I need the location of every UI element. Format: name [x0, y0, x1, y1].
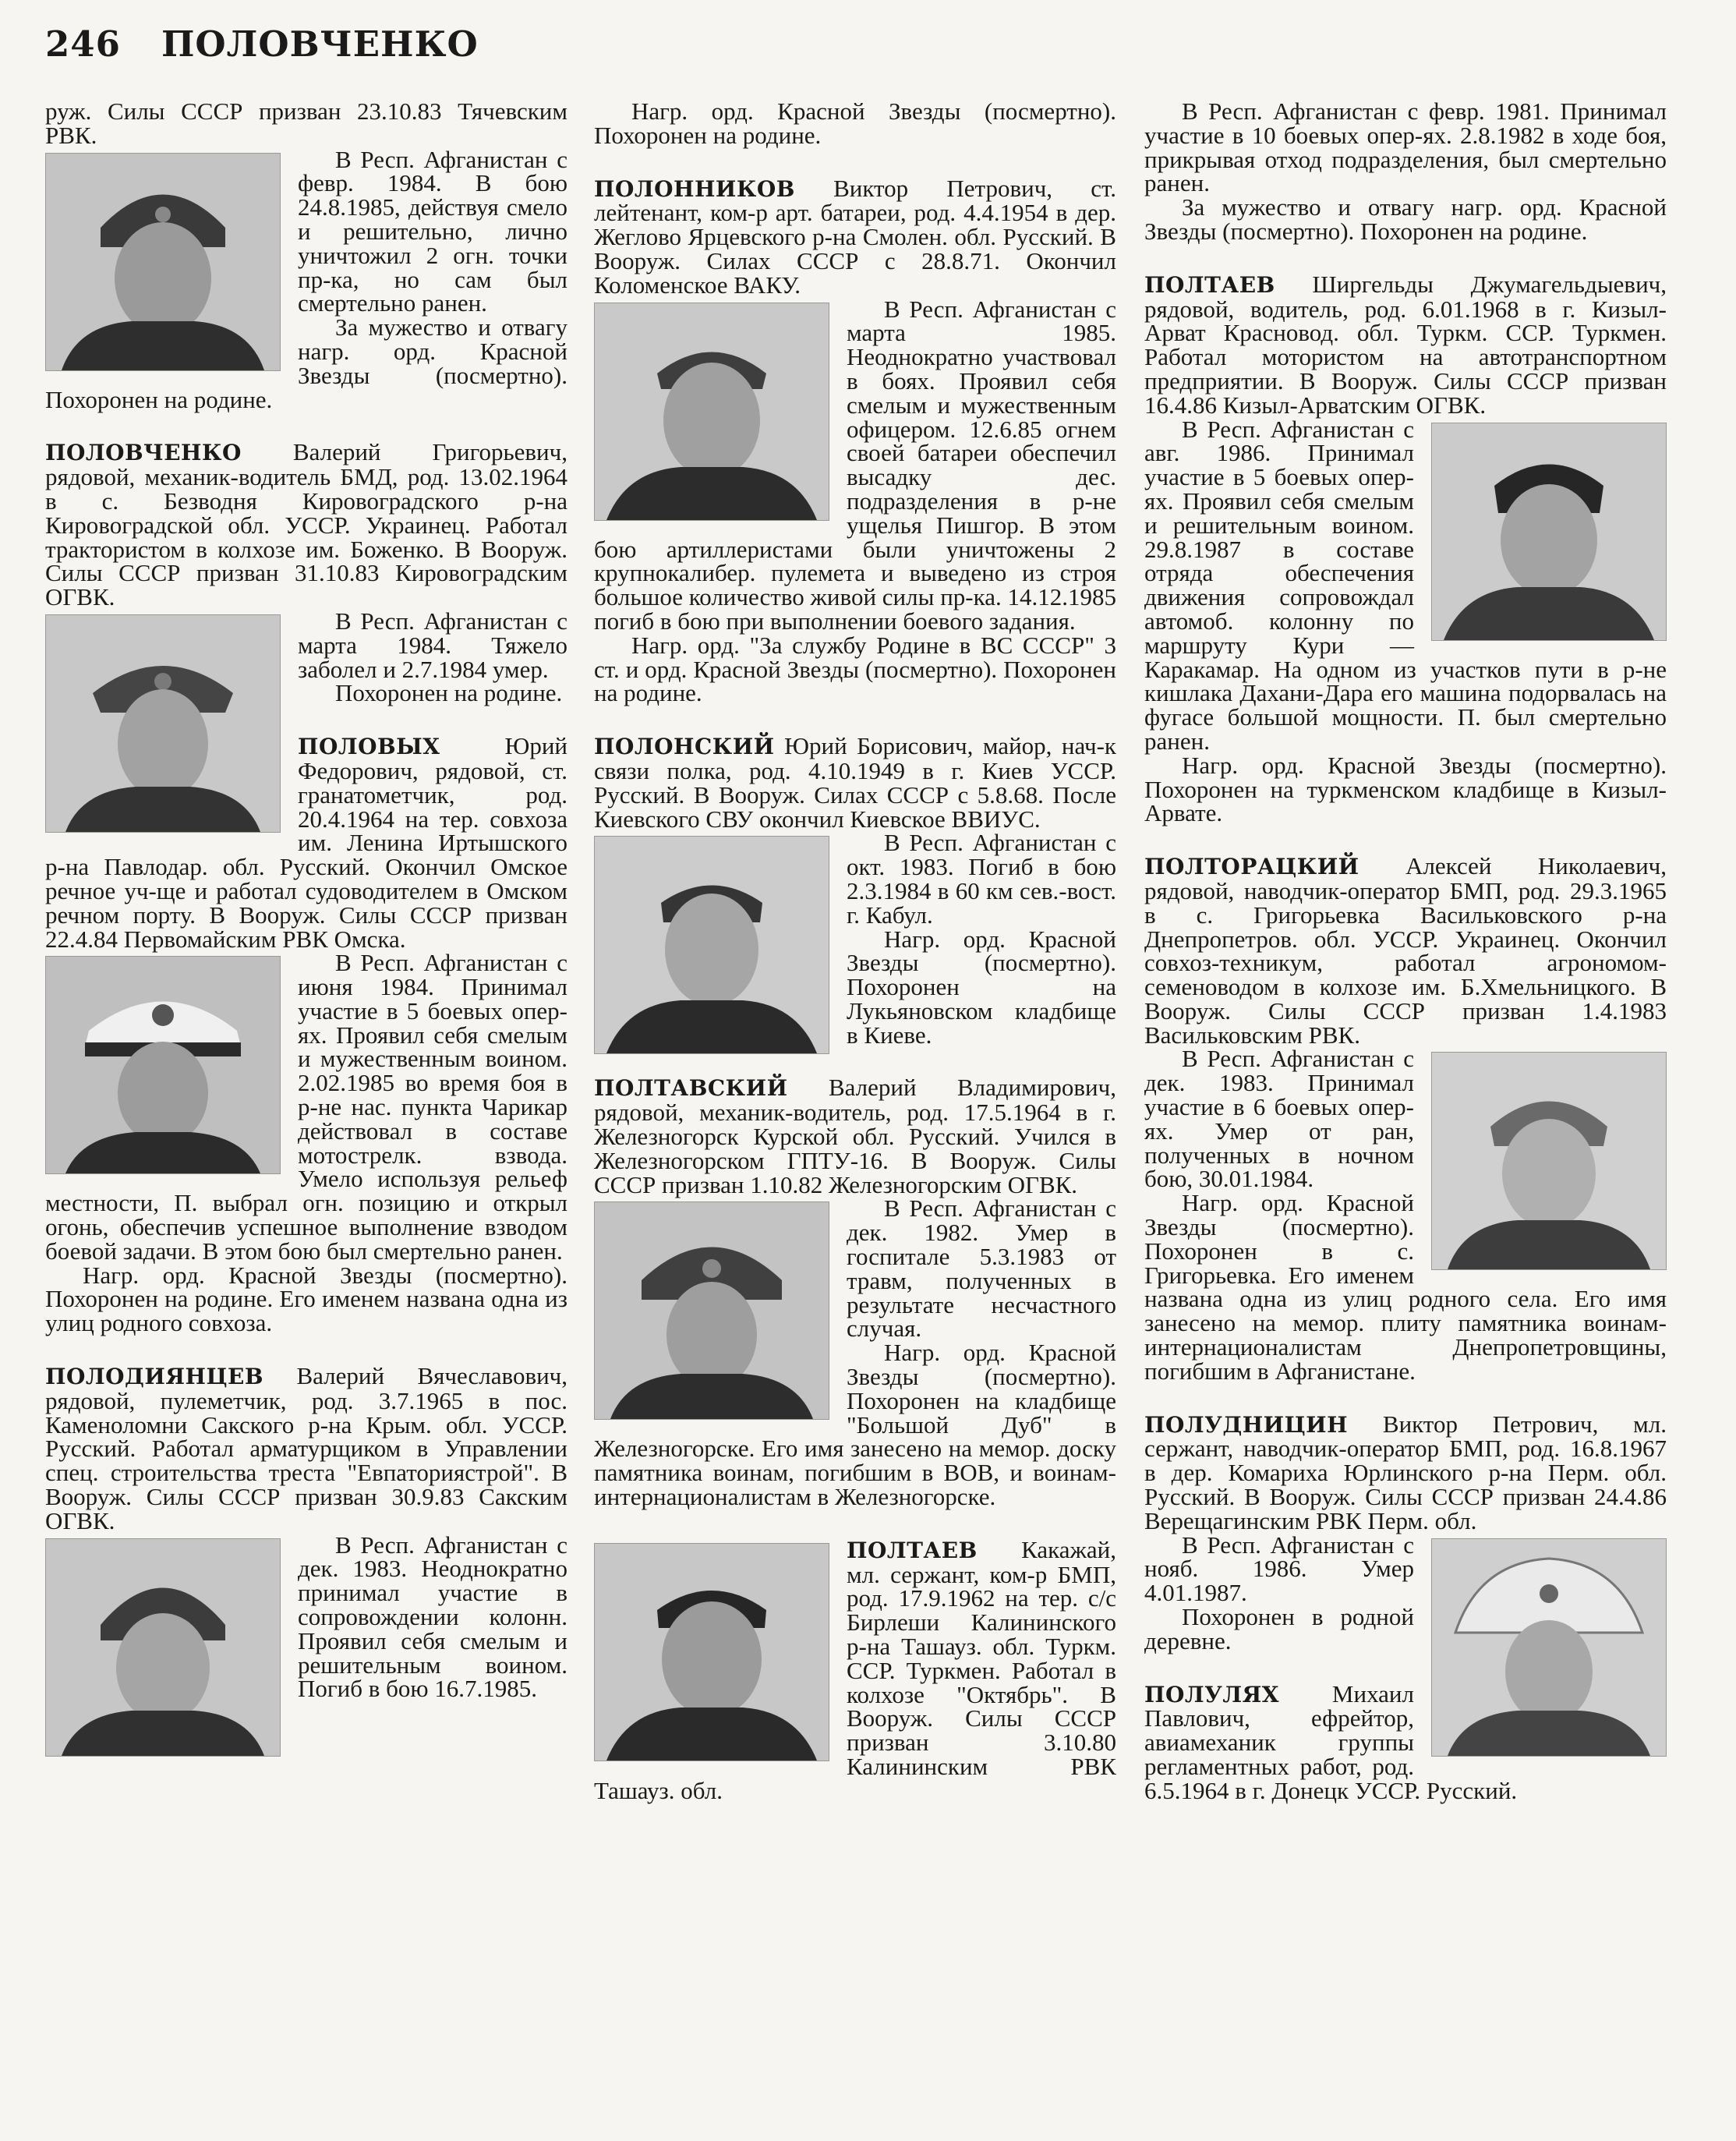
entry-paragraph: Нагр. орд. Красной Звезды (посмертно). Похоронен на родине.: [594, 97, 1116, 149]
entry-paragraph: В Респ. Афганистан с июня 1984. Принимал участие в 5 боевых опер-ях. Проявил себя смелым и мужественным воином. 2.02.1985 во время боя в р-не нас. пункта Чарикар действовал в составе мотострелк. взвода. Умело используя рельеф местности, П. выбрал огн. позицию и открыл огонь, обеспечив успешное выполнение взводом боевой задачи. В этом бою был смертельно ранен.: [45, 949, 567, 1265]
entry-paragraph: Нагр. орд. Красной Звезды (посмертно). Похоронен на Лукьяновском кладбище в Киеве.: [847, 925, 1116, 1049]
portrait-photo: [594, 1201, 829, 1420]
column-3: [1144, 97, 1667, 1804]
entry-continued: [45, 97, 567, 413]
entry-surname: ПОЛТАЕВ: [1144, 271, 1275, 298]
entry: [594, 1535, 1116, 1804]
entry-surname: ПОЛТОРАЦКИЙ: [1144, 854, 1359, 880]
entry-continued: [594, 97, 1116, 149]
entry-surname: ПОЛОДИЯНЦЕВ: [45, 1364, 264, 1390]
entry-paragraph: В Респ. Афганистан с нояб. 1986. Умер 4.01.1987.: [1144, 1531, 1414, 1607]
entry-paragraph: Нагр. орд. Красной Звезды (посмертно). Похоронен в с. Григорьевка. Его именем названа одна из улиц родного села. Его имя занесено на мемор. плиту памятника воинам-интернационалистам Днепропетровщины, погибшим в Афганистане.: [1144, 1189, 1667, 1385]
entry-paragraph: Валерий Григорьевич, рядовой, механик-водитель БМД, род. 13.02.1964 в с. Безводня Кировоградского р-на Кировоградской обл. УССР. Украинец. Работал трактористом в колхозе им. Боженко. В Вооруж. Силы СССР призван 31.10.83 Кировоградским ОГВК.: [45, 438, 567, 611]
running-head: [45, 23, 479, 65]
entry-surname: ПОЛТАЕВ: [847, 1537, 978, 1563]
entry-continued: [1144, 97, 1667, 245]
entry-surname: ПОЛОНСКИЙ: [594, 734, 775, 760]
entry-paragraph: За мужество и отвагу нагр. орд. Красной Звезды (посмертно). Похоронен на родине.: [45, 313, 567, 413]
entry-paragraph: Похоронен в родной деревне.: [1144, 1603, 1414, 1654]
entry-paragraph: Виктор Петрович, ст. лейтенант, ком-р арт. батареи, род. 4.4.1954 в дер. Жеглово Ярцевского р-на Смолен. обл. Русский. В Вооруж. Силах СССР с 28.8.71. Окончил Коломенское ВАКУ.: [594, 174, 1116, 299]
portrait-photo: [45, 614, 281, 833]
entry: [594, 1076, 1116, 1509]
portrait-photo: [45, 956, 281, 1174]
entry-paragraph: В Респ. Афганистан с дек. 1983. Принимал участие в 6 боевых опер-ях. Умер от ран, полученных в ночном бою, 30.01.1984.: [1144, 1045, 1414, 1193]
portrait-photo: [594, 1543, 829, 1761]
entry-surname: ПОЛОННИКОВ: [594, 175, 795, 202]
entry-paragraph: Михаил Павлович, ефрейтор, авиамеханик группы регламентных работ, род. 6.5.1964 в г. Донецк УССР. Русский.: [1144, 1679, 1518, 1804]
page-number: 246: [45, 23, 121, 65]
entry-surname: ПОЛУЛЯХ: [1144, 1681, 1279, 1707]
entry-paragraph: В Респ. Афганистан с февр. 1981. Принимал участие в 10 боевых опер-ях. 2.8.1982 в ходе боя, прикрывая отход подразделения, был смертельно ранен.: [1144, 97, 1667, 197]
entry: [1144, 270, 1667, 827]
entry-paragraph: Юрий Борисович, майор, нач-к связи полка, род. 4.10.1949 в г. Киев УССР. Русский. В Вооруж. Силах СССР с 5.8.68. После Киевского СВУ окончил Киевское ВВИУС.: [594, 732, 1116, 833]
entry-paragraph: В Респ. Афганистан с марта 1985. Неоднократно участвовал в боях. Проявил себя смелым и мужественным офицером. 12.6.85 огнем своей батареи обеспечил высадку дес. подразделения в р-не ущелья Пишгор. В этом бою артиллеристами были уничтожены 2 крупнокалибер. пулемета и выведено из строя большое количество живой силы пр-ка. 14.12.1985 погиб в бою при выполнении боевого задания.: [594, 295, 1116, 635]
entry: [594, 734, 1116, 1047]
entry: [594, 174, 1116, 707]
entry-surname: ПОЛУДНИЦИН: [1144, 1411, 1349, 1438]
entry-paragraph: В Респ. Афганистан с окт. 1983. Погиб в бою 2.3.1984 в 60 км сев.-вост. г. Кабул.: [847, 829, 1116, 929]
entry-surname: ПОЛОВЧЕНКО: [45, 440, 242, 466]
entry-surname: ПОЛОВЫХ: [298, 734, 440, 760]
entry-paragraph: Нагр. орд. "За службу Родине в ВС СССР" 3 ст. и орд. Красной Звезды (посмертно). Похоронен на родине.: [594, 631, 1116, 707]
portrait-photo: [45, 153, 281, 371]
entry: [45, 1364, 567, 1701]
entry-paragraph: Похоронен на родине.: [335, 679, 563, 707]
column-2: [594, 97, 1116, 1804]
entry-paragraph: В Респ. Афганистан с дек. 1983. Неоднократно принимал участие в сопровождении колонн. Проявил себя смелым и решительным воином. Погиб в бою 16.7.1985.: [298, 1531, 567, 1703]
entry-paragraph: Какажай, мл. сержант, ком-р БМП, род. 17.9.1962 на тер. с/с Бирлеши Калининского р-на Ташауз. обл. Туркм. ССР. Туркмен. Работал в колхозе "Октябрь". В Вооруж. Силы СССР призван 3.10.80 Калининским РВК Ташауз. обл.: [594, 1535, 1116, 1804]
portrait-photo: [45, 1538, 281, 1757]
entry-paragraph: В Респ. Афганистан с марта 1984. Тяжело заболел и 2.7.1984 умер.: [298, 607, 567, 683]
portrait-photo: [594, 836, 829, 1054]
entry-paragraph: В Респ. Афганистан с февр. 1984. В бою 24.8.1985, действуя смело и решительно, лично уничтожил 2 огн. точки пр-ка, но сам был смертельно ранен.: [298, 145, 567, 317]
entry-paragraph: За мужество и отвагу нагр. орд. Красной Звезды (посмертно). Похоронен на родине.: [1144, 193, 1667, 245]
entry-paragraph: Валерий Владимирович, рядовой, механик-водитель, род. 17.5.1964 в г. Железногорск Курской обл. Русский. Учился в Железногорском ГПТУ-16. В Вооруж. Силы СССР призван 1.10.82 Железногорским ОГВК.: [594, 1074, 1116, 1198]
running-title: ПОЛОВЧЕНКО: [161, 23, 479, 65]
entry-paragraph: Нагр. орд. Красной Звезды (посмертно). Похоронен на туркменском кладбище в Кизыл-Арвате.: [1144, 751, 1667, 827]
entry-paragraph: Нагр. орд. Красной Звезды (посмертно). Похоронен на родине. Его именем названа одна из улиц родного совхоза.: [45, 1261, 567, 1337]
entry-paragraph: Алексей Николаевич, рядовой, наводчик-оператор БМП, род. 29.3.1965 в с. Григорьевка Васильковского р-на Днепропетров. обл. УССР. Украинец. Окончил совхоз-техникум, работал агрономом-семеноводом в колхозе им. Б.Хмельницкого. В Вооруж. Силы СССР призван 1.4.1983 Васильковским РВК.: [1144, 852, 1667, 1049]
column-1: [45, 97, 568, 1763]
entry-paragraph: руж. Силы СССР призван 23.10.83 Тячевским РВК.: [45, 97, 567, 149]
entry-paragraph: В Респ. Афганистан с дек. 1982. Умер в госпитале 5.3.1983 от травм, полученных в результате несчастного случая.: [847, 1194, 1116, 1343]
entry-surname: ПОЛТАВСКИЙ: [594, 1075, 788, 1102]
portrait-photo: [1431, 1052, 1667, 1270]
entry: [45, 438, 567, 707]
entry-paragraph: Нагр. орд. Красной Звезды (посмертно). Похоронен на кладбище "Большой Дуб" в Железногорске. Его имя занесено на мемор. доску памятника воинам, погибшим в ВОВ, и воинам-интернационалистам в Железногорске.: [594, 1339, 1116, 1511]
portrait-photo: [1431, 423, 1667, 641]
entry-paragraph: В Респ. Афганистан с авг. 1986. Принимал участие в 5 боевых опер-ях. Проявил себя смелым и решительным воином. 29.8.1987 в составе отряда обеспечения движения сопровождал автомоб. колонну по маршруту Кури — Каракамар. На одном из участков пути в р-не кишлака Дахани-Дара его машина подорвалась на фугасе большой мощности. П. был смертельно ранен.: [1144, 415, 1667, 755]
portrait-photo: [1431, 1538, 1667, 1757]
entry: [1144, 852, 1667, 1385]
entry-paragraph: Валерий Вячеславович, рядовой, пулеметчик, род. 3.7.1965 в пос. Каменоломни Сакского р-на Крым. обл. УССР. Русский. Работал арматурщиком в Управлении спец. строительства треста "Евпаториястрой". В Вооруж. Силы СССР призван 30.9.83 Сакским ОГВК.: [45, 1362, 568, 1534]
entry: [1144, 1410, 1667, 1654]
entry-paragraph: Виктор Петрович, мл. сержант, наводчик-оператор БМП, род. 16.8.1967 в дер. Комариха Юрлинского р-на Перм. обл. Русский. В Вооруж. Силы СССР призван 24.4.86 Верещагинским РВК Перм. обл.: [1144, 1410, 1667, 1534]
entry-paragraph: Ширгельды Джумагельдыевич, рядовой, водитель, род. 6.01.1968 в г. Кизыл-Арват Красновод. обл. Туркм. ССР. Туркмен. Работал мотористом на автотранспортном предприятии. В Вооруж. Силы СССР призван 16.4.86 Кизыл-Арватским ОГВК.: [1144, 270, 1667, 419]
entry-paragraph: Юрий Федорович, рядовой, ст. гранатометчик, род. 20.4.1964 на тер. совхоза им. Ленина Иртышского р-на Павлодар. обл. Русский. Окончил Омское речное уч-ще и работал судоводителем в Омском речном порту. В Вооруж. Силы СССР призван 22.4.84 Первомайским РВК Омска.: [45, 732, 567, 953]
portrait-photo: [594, 303, 829, 521]
